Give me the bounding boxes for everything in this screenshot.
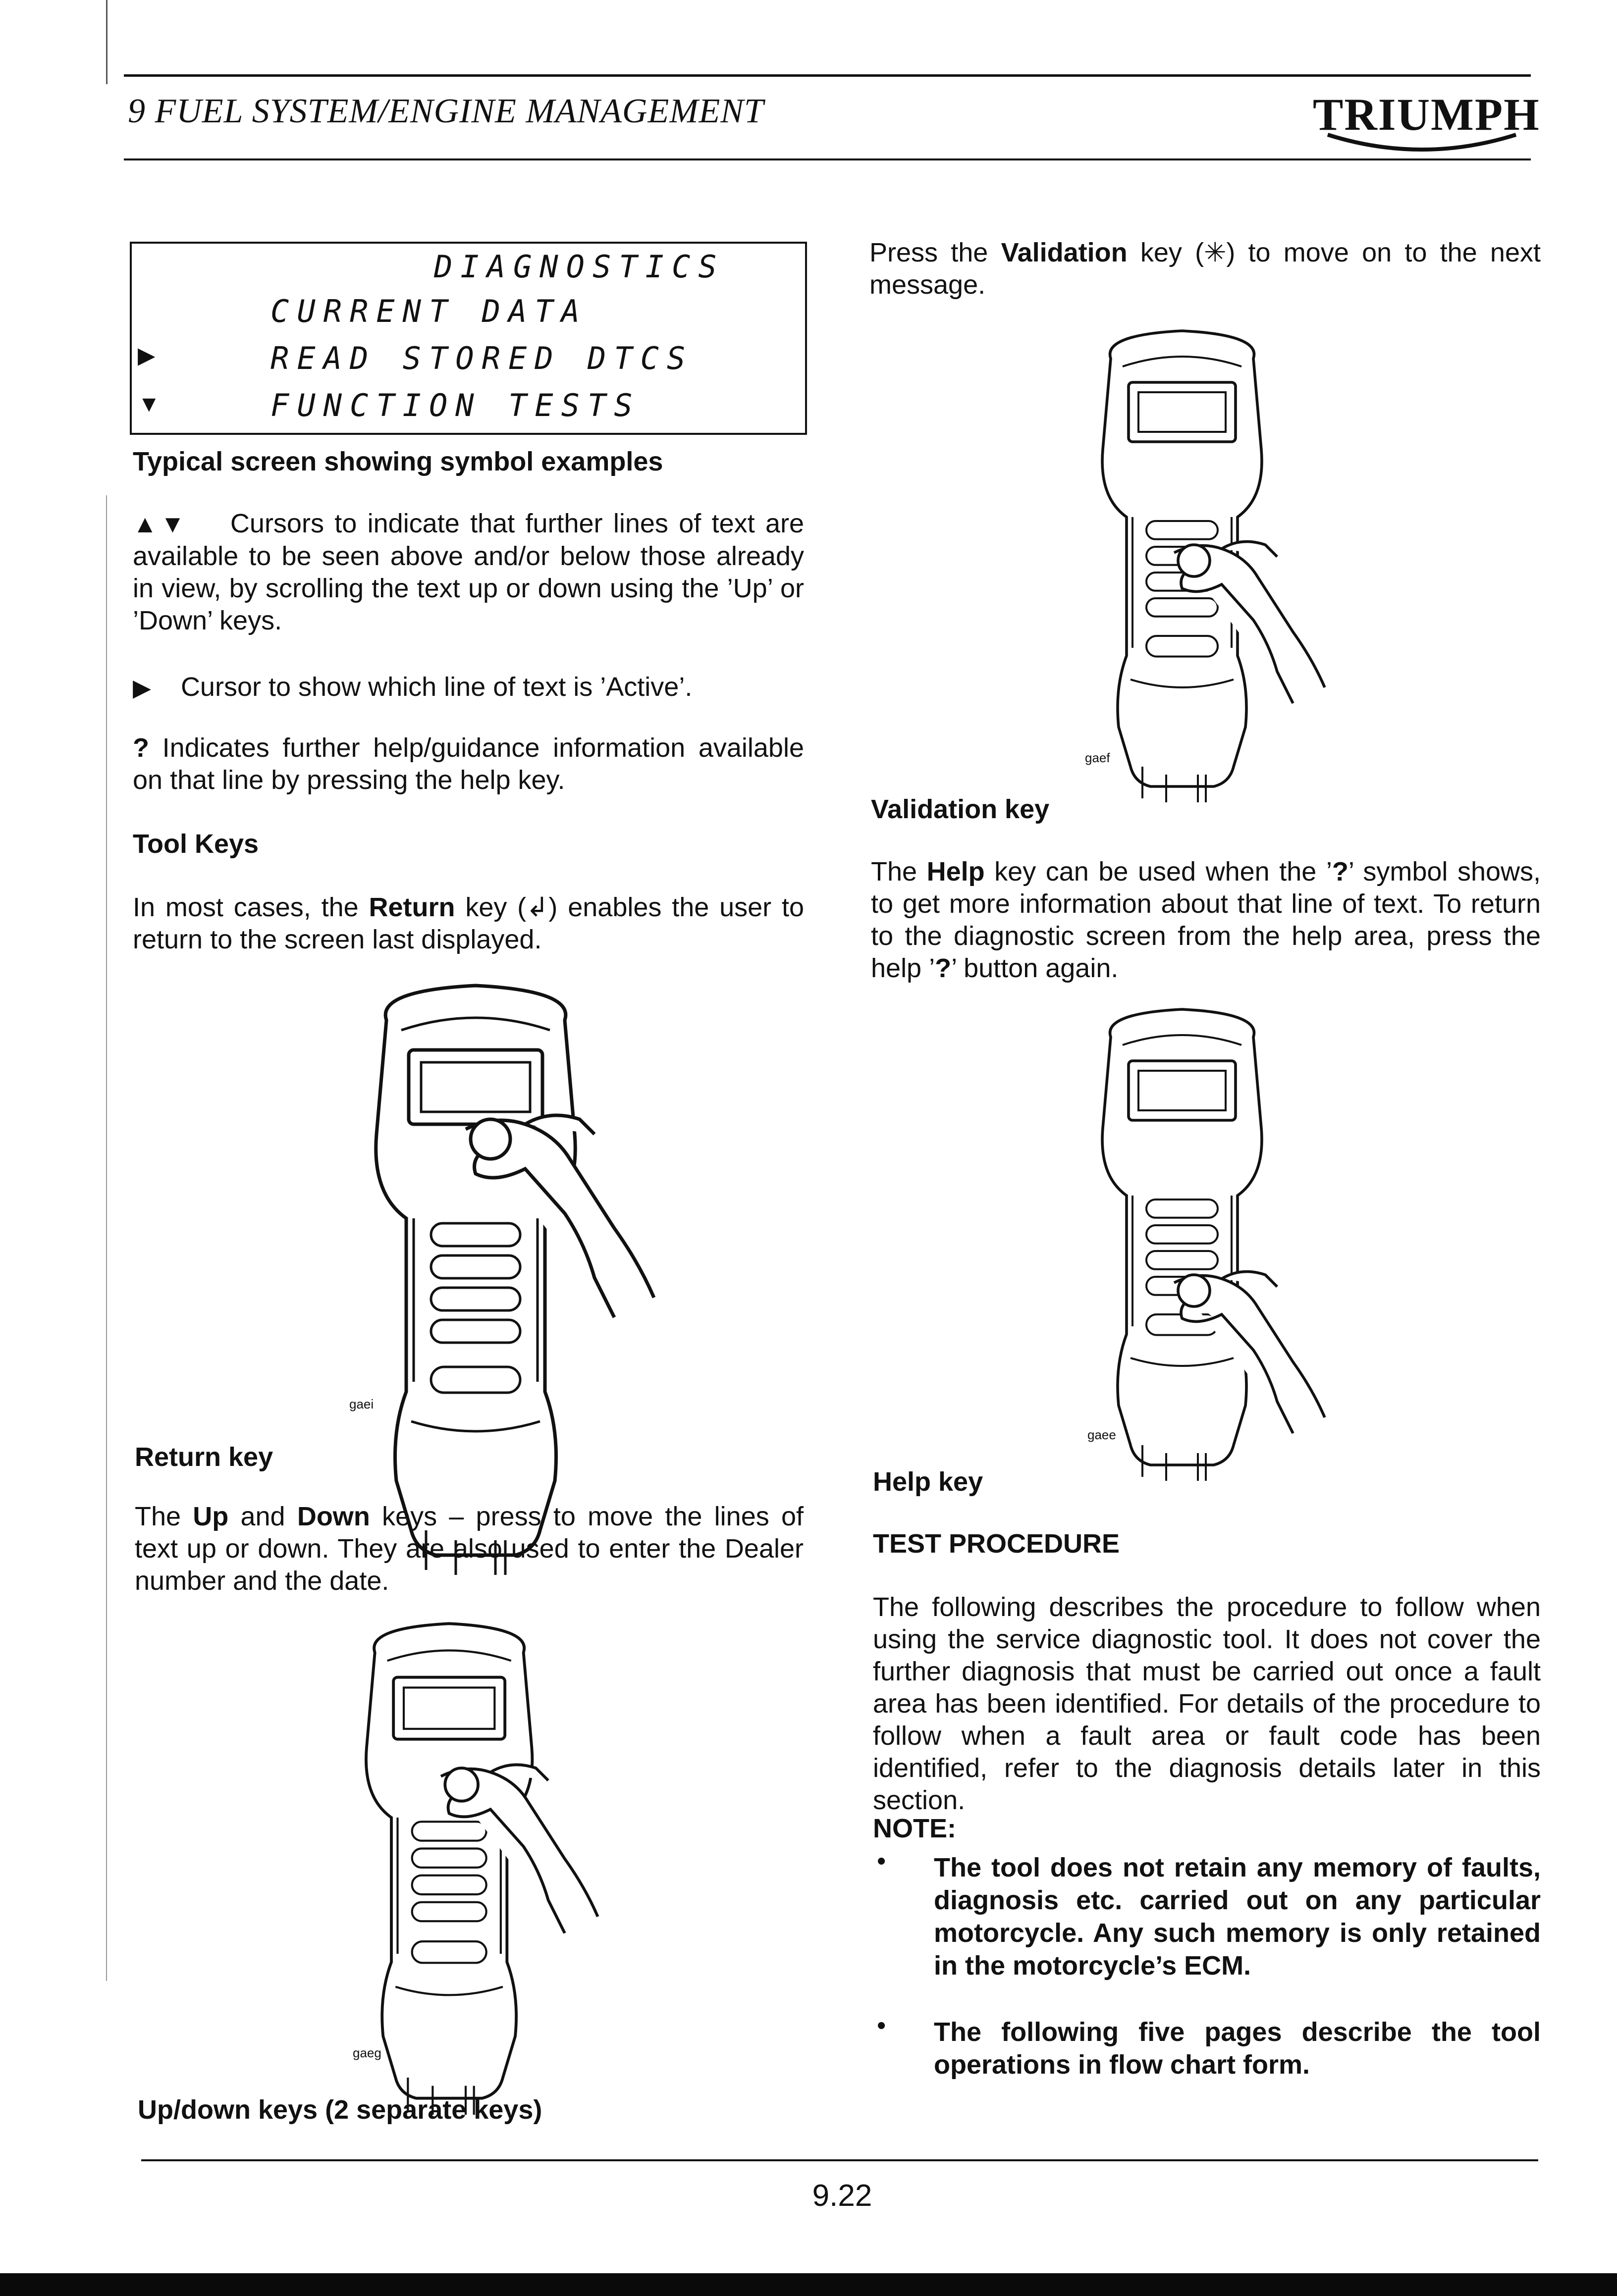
help-symbol-paragraph: ? Indicates further help/guidance information available on that line by pressing the help key. — [133, 733, 804, 795]
screen-example — [130, 242, 807, 435]
logo-text: TRIUMPH — [1313, 89, 1540, 140]
page-number: 9.22 — [812, 2179, 872, 2213]
up-down-cursor-icon: ▲▼ — [133, 510, 188, 538]
note-item-2: The following five pages describe the tool operations in flow chart form. — [934, 2017, 1541, 2080]
screen-row-read-stored-dtcs: READ STORED DTCS — [270, 340, 694, 376]
scroll-down-icon: ▼ — [138, 391, 161, 417]
help-key-figure — [1055, 1005, 1452, 1481]
test-procedure-heading: TEST PROCEDURE — [873, 1529, 1120, 1559]
help-figure-code: gaee — [1087, 1427, 1116, 1442]
footer-rule — [141, 2159, 1538, 2161]
validation-key-figure — [1055, 327, 1452, 802]
up-down-paragraph: The Up and Down keys – press to move the lines of text up or down. They are also used to enter the Dealer number and the date. — [135, 1502, 804, 1596]
screen-example-caption: Typical screen showing symbol examples — [133, 447, 663, 476]
header-bottom-rule — [124, 158, 1531, 160]
test-procedure-paragraph: The following describes the procedure to follow when using the service diagnostic tool. It does not cover the further diagnosis that must be carried out once a fault area has been identified. For details of the procedure to follow when a fault area or fault code has been identified, refer to the diagnosis details later in this section. — [873, 1592, 1541, 1815]
help-key-caption: Help key — [873, 1467, 983, 1497]
screen-row-function-tests: FUNCTION TESTS — [270, 387, 641, 423]
active-cursor-paragraph: ▶ Cursor to show which line of text is ’Active’. — [133, 672, 693, 702]
validation-figure-code: gaef — [1085, 750, 1110, 765]
scan-border — [0, 2273, 1617, 2296]
note-bullet-1: • — [877, 1847, 886, 1876]
up-down-keys-caption: Up/down keys (2 separate keys) — [138, 2095, 542, 2125]
page-edge-mark — [106, 495, 107, 1981]
page-edge-mark — [106, 0, 108, 84]
note-bullet-2: • — [877, 2011, 886, 2040]
help-question-icon: ? — [133, 733, 149, 763]
up-down-keys-figure — [317, 1619, 713, 2115]
screen-row-current-data: CURRENT DATA — [270, 293, 588, 329]
note-item-1: The tool does not retain any memory of faults, diagnosis etc. carried out on any particular motorcycle. Any such memory is only retained in the motorcycle’s ECM. — [934, 1853, 1541, 1981]
return-key-paragraph: In most cases, the Return key (↲) enables the user to return to the screen last displayed. — [133, 892, 804, 954]
header-top-rule — [124, 74, 1531, 77]
screen-row-diagnostics: DIAGNOSTICS — [434, 249, 725, 285]
help-key-paragraph: The Help key can be used when the ’?’ symbol shows, to get more information about that line of text. To return to the diagnostic screen from the help area, press the help ’?’ button again. — [871, 857, 1541, 983]
active-line-icon: ▶ — [138, 342, 156, 368]
up-down-figure-code: gaeg — [353, 2045, 381, 2060]
return-key-caption: Return key — [135, 1442, 273, 1472]
validation-paragraph: Press the Validation key (✳) to move on to the next message. — [869, 238, 1541, 300]
active-cursor-icon: ▶ — [133, 675, 151, 701]
triumph-logo — [1313, 84, 1540, 163]
logo-swoosh-icon — [1323, 130, 1521, 159]
cursor-paragraph: ▲▼ Cursors to indicate that further lines of text are available to be seen above and/or below those already in view, by scrolling the text up or down using the ’Up’ or ’Down’ keys. — [133, 509, 805, 635]
note-heading: NOTE: — [873, 1814, 956, 1843]
return-key-figure — [317, 981, 713, 1575]
return-figure-code: gaei — [349, 1397, 374, 1411]
chapter-title: 9 FUEL SYSTEM/ENGINE MANAGEMENT — [128, 92, 764, 130]
tool-keys-heading: Tool Keys — [133, 829, 259, 859]
validation-key-caption: Validation key — [871, 794, 1050, 824]
